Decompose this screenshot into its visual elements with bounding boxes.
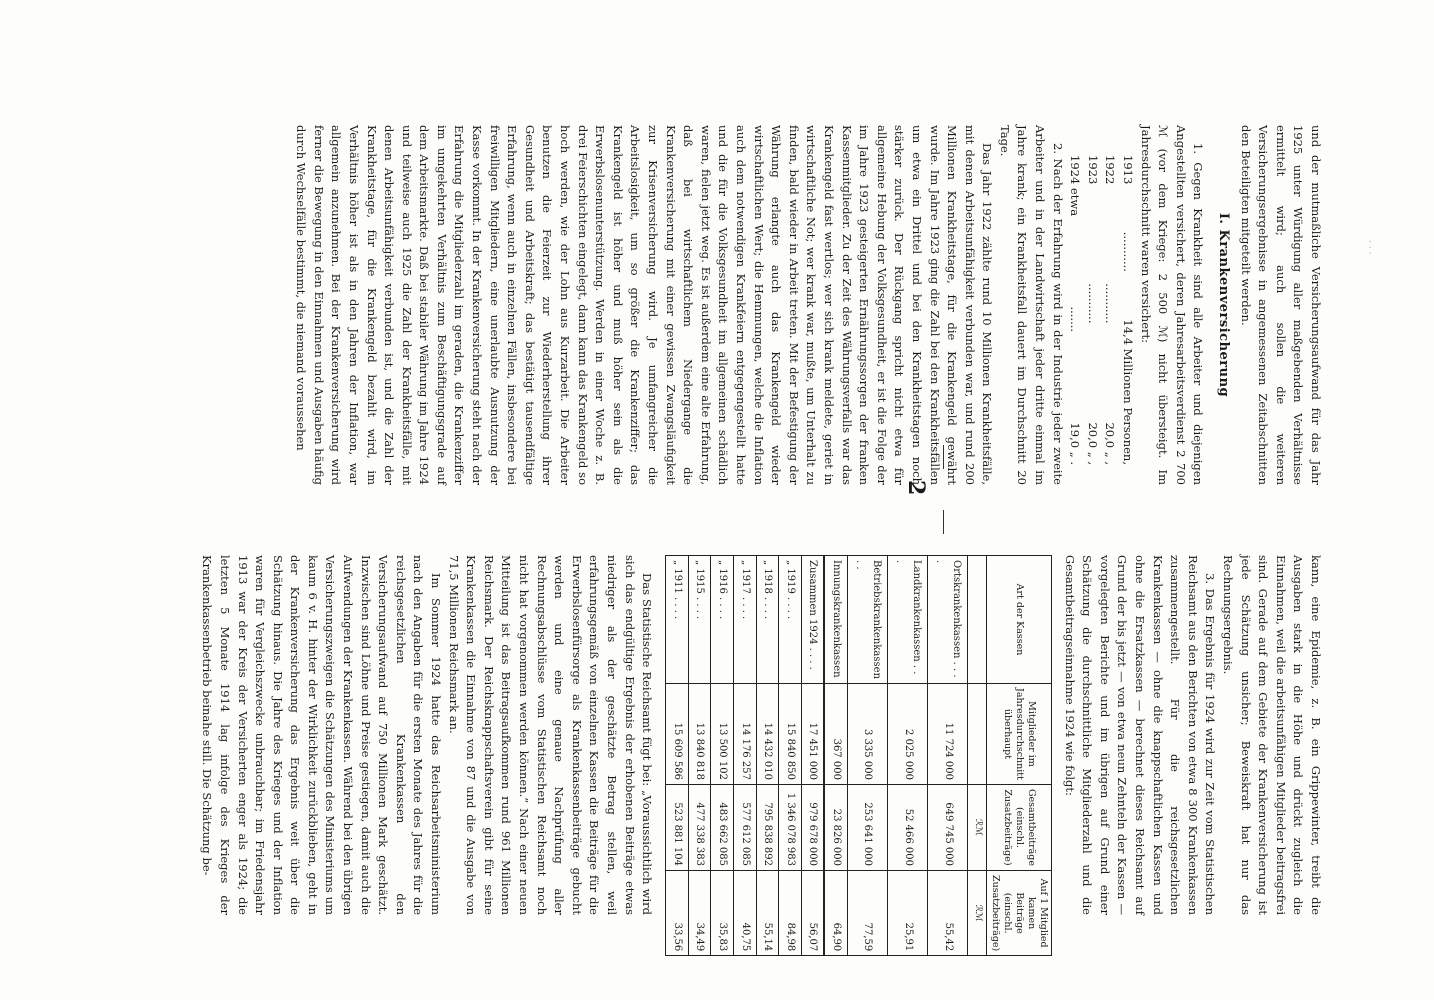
table-cell: 253 641 000: [847, 784, 887, 870]
table-cell: 64,90: [824, 870, 847, 955]
table-row: [847, 556, 887, 956]
table-cell: 795 838 892: [756, 784, 779, 870]
table-cell: 3 335 000: [847, 684, 887, 785]
insured-dots: ...........: [1121, 231, 1136, 272]
table-cell: Innungskrankenkassen: [824, 556, 847, 684]
table-cell: 15 609 586: [666, 684, 689, 785]
table-cell: 577 612 085: [733, 784, 756, 870]
table-cell: 55,42: [928, 870, 968, 955]
table-cell: 52 466 000: [888, 784, 928, 870]
table-cell: 649 745 000: [928, 784, 968, 870]
table-cell: 11 724 000: [928, 684, 968, 785]
table-header: Auf 1 Mitglied kamen Beiträge (einschl. Zusatzbeiträge): [987, 870, 1052, 955]
table-row: [666, 556, 689, 956]
table-row: [688, 556, 711, 956]
table-cell: 17 451 000: [801, 684, 824, 785]
table-cell: Zusammen 1924 . . . .: [801, 556, 824, 684]
table-row: [888, 556, 928, 956]
insured-dots: ...........: [1103, 283, 1118, 324]
table-cell: 483 662 085: [711, 784, 734, 870]
table-cell: „ 1915 . . . .: [688, 556, 711, 684]
insured-year: 1924 etwa: [1068, 155, 1083, 217]
insured-row: [1083, 125, 1101, 485]
insured-row: [1066, 125, 1084, 485]
table-cell: 55,14: [756, 870, 779, 955]
table-unit: [968, 684, 987, 785]
table-header: Art der Kassen: [987, 556, 1052, 684]
table-cell: „ 1916 . . . .: [711, 556, 734, 684]
table-row: [756, 556, 779, 956]
paragraph-3: Das Jahr 1922 zählte rund 10 Millionen Krankheitsfälle, mit denen Arbeitsunfähigkeit verbunden war, und rund 200 Millionen Krankheitstage, für die Krankengeld gewährt wurde. Im Jahre 1923 ging die Zahl bei den Krankheitsfällen um etwa ein Drittel und bei den Krankheitstagen noch stärker zurück. Der Rückgang spricht nicht etwa für allgemeine Hebung der Volksgesundheit, er ist die Folge der im Jahre 1923 gesteigerten Ernährungssorgen der franken Kassenmitglieder. Zu der Zeit des Währungsverfalls war das Krankengeld fast wertlos; wer sich krank meldete, geriet in wirtschaftliche Not; wer krank war, mußte, um Unterhalt zu finden, bald wieder in Arbeit treten. Mit der Befestigung der Währung erlangte auch das Krankengeld wieder wirtschaftlichen Wert; die Hemmungen, welche die Inflation auch dem notwendigen Krankfeiern entgegengestellt hatte und die für die Volksgesundheit im allgemeinen schädlich waren, fielen jetzt weg. Es ist außerdem eine alte Erfahrung, daß bei wirtschaftlichem Niedergange die Krankenversicherung mit einer gewissen Zwangsläufigkeit zur Krisenversicherung wird. Je umfangreicher die Arbeitslosigkeit, um so größer die Krankenziffer; das Krankengeld ist höher und muß höher sein als die Erwerbslosenunterstützung. Werden in einer Woche z. B. drei Feierschichten eingelegt, dann kann das Krankengeld so hoch werden, wie der Lohn aus Kurzarbeit. Die Arbeiter benutzen die Feierzeit zur Wiederherstellung ihrer Gesundheit und Arbeitskraft; das bestätigt tausendfältige Erfahrung, wenn auch in einzelnen Fällen, insbesondere bei freiwilligen Mitgliedern, eine unerlaubte Ausnutzung der Kasse vorkommt. In der Krankenversicherung steht nach der Erfahrung die Mitgliederzahl im geraden, die Krankenziffer im umgekehrten Verhältnis zum Beschäftigungsgrade auf dem Arbeitsmarkte. Daß bei stabiler Währung im Jahre 1924 und teilweise auch 1925 die Zahl der Krankheitsfälle, mit denen Arbeitsunfähigkeit verbunden ist, und die Zahl der Krankheitstage, für die Krankengeld bezahlt wird, im Verhältnis höher ist als in den Jahren der Inflation, war allgemein anzunehmen. Bei der Krankenversicherung wird ferner die Bewegung in den Einnahmen und Ausgaben häufig durch Wechselfälle bestimmt, die niemand voraussehen: [294, 125, 995, 486]
table-cell: 979 678 000: [801, 784, 824, 870]
table-cell: 84,98: [779, 870, 802, 955]
insured-value: 14,4 Millionen Personen,: [1121, 319, 1136, 465]
table-unit: ℛℳ: [968, 870, 987, 955]
table-cell: 1 346 078 983: [779, 784, 802, 870]
table-cell: 14 176 257: [733, 684, 756, 785]
insured-dots: .......: [1068, 306, 1083, 333]
table-cell: 14 432 010: [756, 684, 779, 785]
table-cell: „ 1917 . . . .: [733, 556, 756, 684]
scan-speck: · · ·: [1364, 240, 1374, 255]
paragraph-6: Das Statistische Reichsamt fügt bei: „Voraussichtlich wird sich das endgültige Ergebnis der erhobenen Beiträge etwas niedriger als der geschätzte Betrag stellen, weil erfahrungsgemäß von einzelnen Kassen die Beiträge für die Erwerbslosenfürsorge als Krankenkassenbeiträge gebucht werden und eine genaue Nachprüfung aller Rechnungsabschlüsse vom Statistischen Reichsamt noch nicht hat vorgenommen werden können.“ Nach einer neuen Mitteilung ist das Beitragsaufkommen rund 961 Millionen Reichsmark. Der Reichsknappschaftsverein gibt für seine Krankenkassen die Einnahme von 87 und die Ausgabe von 71,5 Millionen Reichsmark an.: [446, 555, 655, 915]
table-cell: Ortskrankenkassen . . . .: [928, 556, 968, 684]
table-row: [733, 556, 756, 956]
intro-paragraph: und der mutmaßliche Versicherungsaufwand für das Jahr 1925 unter Würdigung aller maßgebenden Verhältnisse ermittelt wird; auch sollen die weiteren Versicherungsergebnisse in angemessenen Zeitabschnitten den Beteiligten mitgeteilt werden.: [1238, 125, 1323, 485]
table-cell: Landkrankenkassen . . .: [888, 556, 928, 684]
table-cell: 2 025 000: [888, 684, 928, 785]
table-row: [824, 556, 847, 956]
insured-year: 1923: [1085, 155, 1100, 185]
table-row: [711, 556, 734, 956]
table-row: [779, 556, 802, 956]
table-cell: „ 1911 . . . .: [666, 556, 689, 684]
contributions-table: [665, 555, 1052, 956]
page-number-dash-right: [943, 510, 944, 534]
table-header: Mitglieder im Jahresdurchschnitt überhaupt: [987, 684, 1052, 785]
table-row: [928, 556, 968, 956]
table-unit: [968, 556, 987, 684]
section-title: I. Krankenversicherung: [1216, 212, 1232, 398]
table-cell: 15 840 850: [779, 684, 802, 785]
table-cell: 35,83: [711, 870, 734, 955]
table-cell: 56,07: [801, 870, 824, 955]
table-header: Gesamtbeiträge (einschl. Zusatzbeiträge): [987, 784, 1052, 870]
insured-year: 1922: [1103, 155, 1118, 185]
left-column: [292, 125, 1324, 485]
table-row-total: [801, 556, 824, 956]
table-cell: „ 1919 . . . .: [779, 556, 802, 684]
table-header-row: [987, 556, 1052, 956]
insured-dots: ...........: [1085, 283, 1100, 324]
table-cell: 367 000: [824, 684, 847, 785]
page-number: 2: [903, 480, 929, 496]
table-cell: 523 881 104: [666, 784, 689, 870]
insured-list: [1066, 125, 1136, 485]
table-cell: 40,75: [733, 870, 756, 955]
right-column: [198, 555, 1324, 952]
paragraph-4: kann, eine Epidemie, z. B. ein Grippewinter, treibt die Ausgaben stark in die Höhe und drückt zugleich die Einnahmen, weil die arbeitsunfähigen Mitglieder beitragsfrei sind. Gerade auf dem Gebiete der Krankenversicherung ist jede Schätzung unsicher; Beweiskraft hat nur das Rechnungsergebnis.: [1221, 555, 1323, 915]
table-cell: 25,91: [888, 870, 928, 955]
paragraph-7: Im Sommer 1924 hatte das Reichsarbeitsministerium nach den Angaben für die ersten Monate des Jahres für die reichsgesetzlichen Krankenkassen den Versicherungsaufwand auf 750 Millionen Mark geschätzt. Inzwischen sind Löhne und Preise gestiegen, damit auch die Aufwendungen der Krankenkassen. Während bei den übrigen Versicherungszweigen die Schätzungen des Ministeriums um kaum 6 v. H. hinter der Wirklichkeit zurückblieben, geht in der Krankenversicherung das Ergebnis weit über die Schätzung hinaus. Die Jahre des Krieges und der Inflation waren für Vergleichszwecke unbrauchbar; im Friedensjahr 1913 war der Kreis der Versicherten enger als 1924; die letzten 5 Monate 1914 lag infolge des Krieges der Krankenkassenbetrieb beinahe still. Die Schätzung be-: [200, 555, 444, 915]
table-cell: Betriebskrankenkassen . .: [847, 556, 887, 684]
paragraph-2: 2. Nach der Erfahrung wird in der Industrie jeder zweite Arbeiter und in der Landwirtschaft jeder dritte einmal im Jahre krank; ein Krankheitsfall dauert im Durchschnitt 20 Tage.: [997, 125, 1065, 485]
insured-value: 20,0 „ ,: [1103, 422, 1118, 465]
paragraph-1: 1. Gegen Krankheit sind alle Arbeiter und diejenigen Angestellten versichert, deren Jahresarbeitsverdienst 2 700 ℳ (vor dem Kriege: 2 500 ℳ) nicht übersteigt. Im Jahresdurchschnitt waren versichert:: [1138, 125, 1206, 485]
insured-value: 20,0 „ ,: [1085, 422, 1100, 465]
table-cell: 23 826 000: [824, 784, 847, 870]
table-cell: 13 500 102: [711, 684, 734, 785]
insured-value: 19,0 „ .: [1068, 422, 1083, 465]
table-cell: 33,56: [666, 870, 689, 955]
table-cell: 477 338 383: [688, 784, 711, 870]
paragraph-5: 3. Das Ergebnis für 1924 wird zur Zeit vom Statistischen Reichsamt aus den Berichten von etwa 8 300 Krankenkassen zusammengestellt. Für die reichsgesetzlichen Krankenkassen — ohne die knappschaftlichen Kassen und ohne die Ersatzkassen — berechnet dieses Reichsamt auf Grund der bis jetzt — von etwa neun Zehnteln der Kassen — vorgelegten Berichte und im übrigen auf Grund einer Schätzung die durchschnittliche Mitgliederzahl und die Gesamtbeitragseinnahme 1924 wie folgt:: [1062, 555, 1218, 915]
insured-year: 1913: [1121, 155, 1136, 185]
insured-row: [1118, 125, 1136, 485]
table-unit: ℛℳ: [968, 784, 987, 870]
table-cell: 77,59: [847, 870, 887, 955]
table-cell: „ 1918 . . . .: [756, 556, 779, 684]
insured-row: [1101, 125, 1119, 485]
table-unit-row: [968, 556, 987, 956]
table-cell: 13 840 818: [688, 684, 711, 785]
table-cell: 34,49: [688, 870, 711, 955]
